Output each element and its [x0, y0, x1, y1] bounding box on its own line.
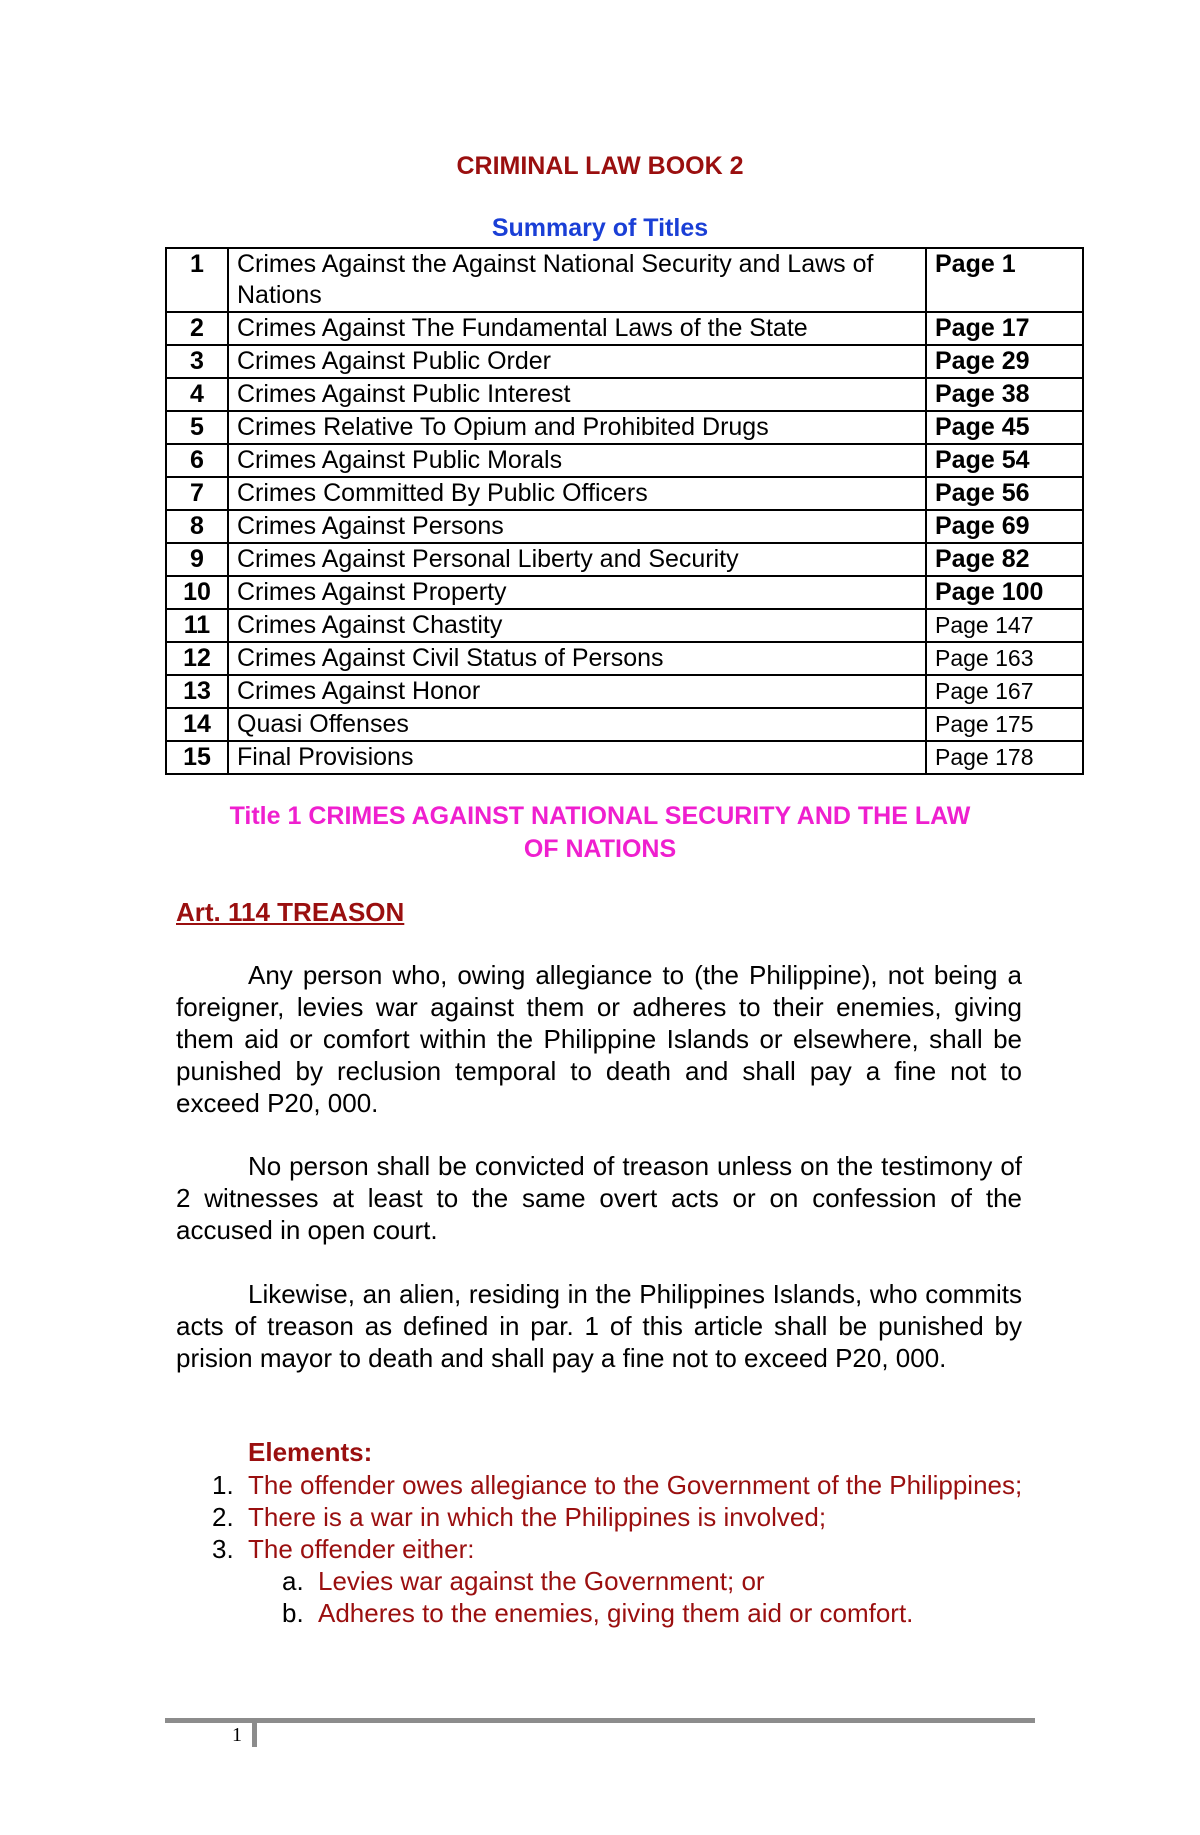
- element-text: There is a war in which the Philippines is involved;: [248, 1502, 827, 1532]
- toc-row: [166, 543, 1083, 576]
- element-item: [212, 1501, 1024, 1533]
- toc-number: 9: [166, 543, 228, 576]
- element-number: 2.: [212, 1502, 234, 1532]
- sub-element-letter: b.: [282, 1598, 304, 1628]
- sub-element-item: [282, 1565, 1024, 1597]
- toc-number: 10: [166, 576, 228, 609]
- toc-number: 1: [166, 248, 228, 312]
- toc-number: 3: [166, 345, 228, 378]
- element-item: [212, 1469, 1024, 1501]
- toc-title: Crimes Against The Fundamental Laws of the State: [228, 312, 926, 345]
- article-paragraph-3: Likewise, an alien, residing in the Philippines Islands, who commits acts of treason as defined in par. 1 of this article shall be punished by prision mayor to death and shall pay a fine not to exceed P20, 000.: [176, 1279, 1022, 1373]
- toc-title: Crimes Against Personal Liberty and Security: [228, 543, 926, 576]
- toc-title: Crimes Against Persons: [228, 510, 926, 543]
- toc-row: [166, 444, 1083, 477]
- element-number: 1.: [212, 1470, 234, 1500]
- toc-title: Crimes Against Public Order: [228, 345, 926, 378]
- toc-title: Quasi Offenses: [228, 708, 926, 741]
- toc-number: 15: [166, 741, 228, 774]
- toc-row: [166, 411, 1083, 444]
- toc-number: 2: [166, 312, 228, 345]
- toc-title: Crimes Against the Against National Security and Laws of Nations: [228, 248, 926, 312]
- toc-number: 7: [166, 477, 228, 510]
- article-paragraph-2: No person shall be convicted of treason unless on the testimony of 2 witnesses at least to the same overt acts or on confession of the accused in open court.: [176, 1151, 1022, 1245]
- sub-element-item: [282, 1597, 1024, 1629]
- elements-label: Elements:: [248, 1437, 373, 1467]
- toc-page: Page 45: [926, 411, 1083, 444]
- toc-number: 13: [166, 675, 228, 708]
- toc-number: 4: [166, 378, 228, 411]
- element-text: The offender either:: [248, 1534, 475, 1564]
- sub-element-text: Adheres to the enemies, giving them aid or comfort.: [318, 1598, 914, 1628]
- toc-title: Final Provisions: [228, 741, 926, 774]
- toc-row: [166, 576, 1083, 609]
- toc-page: Page 69: [926, 510, 1083, 543]
- toc-title: Crimes Against Honor: [228, 675, 926, 708]
- toc-page: Page 163: [926, 642, 1083, 675]
- toc-row: [166, 675, 1083, 708]
- toc-title: Crimes Against Chastity: [228, 609, 926, 642]
- element-text: The offender owes allegiance to the Government of the Philippines;: [248, 1470, 1023, 1500]
- toc-row: [166, 708, 1083, 741]
- toc-title: Crimes Against Property: [228, 576, 926, 609]
- summary-title: Summary of Titles: [491, 214, 709, 242]
- toc-number: 6: [166, 444, 228, 477]
- toc-page: Page 100: [926, 576, 1083, 609]
- toc-page: Page 38: [926, 378, 1083, 411]
- toc-title: Crimes Against Public Morals: [228, 444, 926, 477]
- toc-row: [166, 345, 1083, 378]
- toc-title: Crimes Against Civil Status of Persons: [228, 642, 926, 675]
- toc-number: 12: [166, 642, 228, 675]
- toc-title: Crimes Against Public Interest: [228, 378, 926, 411]
- toc-page: Page 175: [926, 708, 1083, 741]
- article-paragraph-1: Any person who, owing allegiance to (the Philippine), not being a foreigner, levies war against them or adheres to their enemies, giving them aid or comfort within the Philippine Islands or elsewhere, shall be punished by reclusion temporal to death and shall pay a fine not to exceed P20, 000.: [176, 960, 1022, 1118]
- toc-row: [166, 378, 1083, 411]
- sub-element-letter: a.: [282, 1566, 304, 1596]
- toc-row: [166, 741, 1083, 774]
- toc-row: [166, 609, 1083, 642]
- toc-row: [166, 477, 1083, 510]
- toc-number: 5: [166, 411, 228, 444]
- toc-page: Page 1: [926, 248, 1083, 312]
- toc-title: Crimes Relative To Opium and Prohibited Drugs: [228, 411, 926, 444]
- toc-number: 8: [166, 510, 228, 543]
- toc-page: Page 29: [926, 345, 1083, 378]
- toc-row: [166, 312, 1083, 345]
- toc-page: Page 17: [926, 312, 1083, 345]
- toc-page: Page 56: [926, 477, 1083, 510]
- element-number: 3.: [212, 1534, 234, 1564]
- document-title: CRIMINAL LAW BOOK 2: [456, 152, 744, 180]
- element-item: [212, 1533, 1024, 1565]
- title-1-line-2: OF NATIONS: [523, 835, 677, 863]
- footer-rule: [165, 1718, 1035, 1723]
- footer-tick: [252, 1723, 257, 1747]
- elements-list: [212, 1469, 1024, 1629]
- summary-table: [165, 247, 1084, 775]
- toc-page: Page 167: [926, 675, 1083, 708]
- title-1-line-1: Title 1 CRIMES AGAINST NATIONAL SECURITY AND THE LAW: [229, 802, 971, 830]
- page-number: 1: [232, 1724, 242, 1746]
- toc-row: [166, 510, 1083, 543]
- article-heading: Art. 114 TREASON: [176, 897, 405, 927]
- toc-page: Page 82: [926, 543, 1083, 576]
- toc-page: Page 54: [926, 444, 1083, 477]
- toc-row: [166, 642, 1083, 675]
- toc-page: Page 147: [926, 609, 1083, 642]
- toc-number: 11: [166, 609, 228, 642]
- toc-page: Page 178: [926, 741, 1083, 774]
- sub-element-text: Levies war against the Government; or: [318, 1566, 765, 1596]
- toc-number: 14: [166, 708, 228, 741]
- title-1-heading: [180, 800, 1020, 866]
- toc-row: [166, 248, 1083, 312]
- toc-title: Crimes Committed By Public Officers: [228, 477, 926, 510]
